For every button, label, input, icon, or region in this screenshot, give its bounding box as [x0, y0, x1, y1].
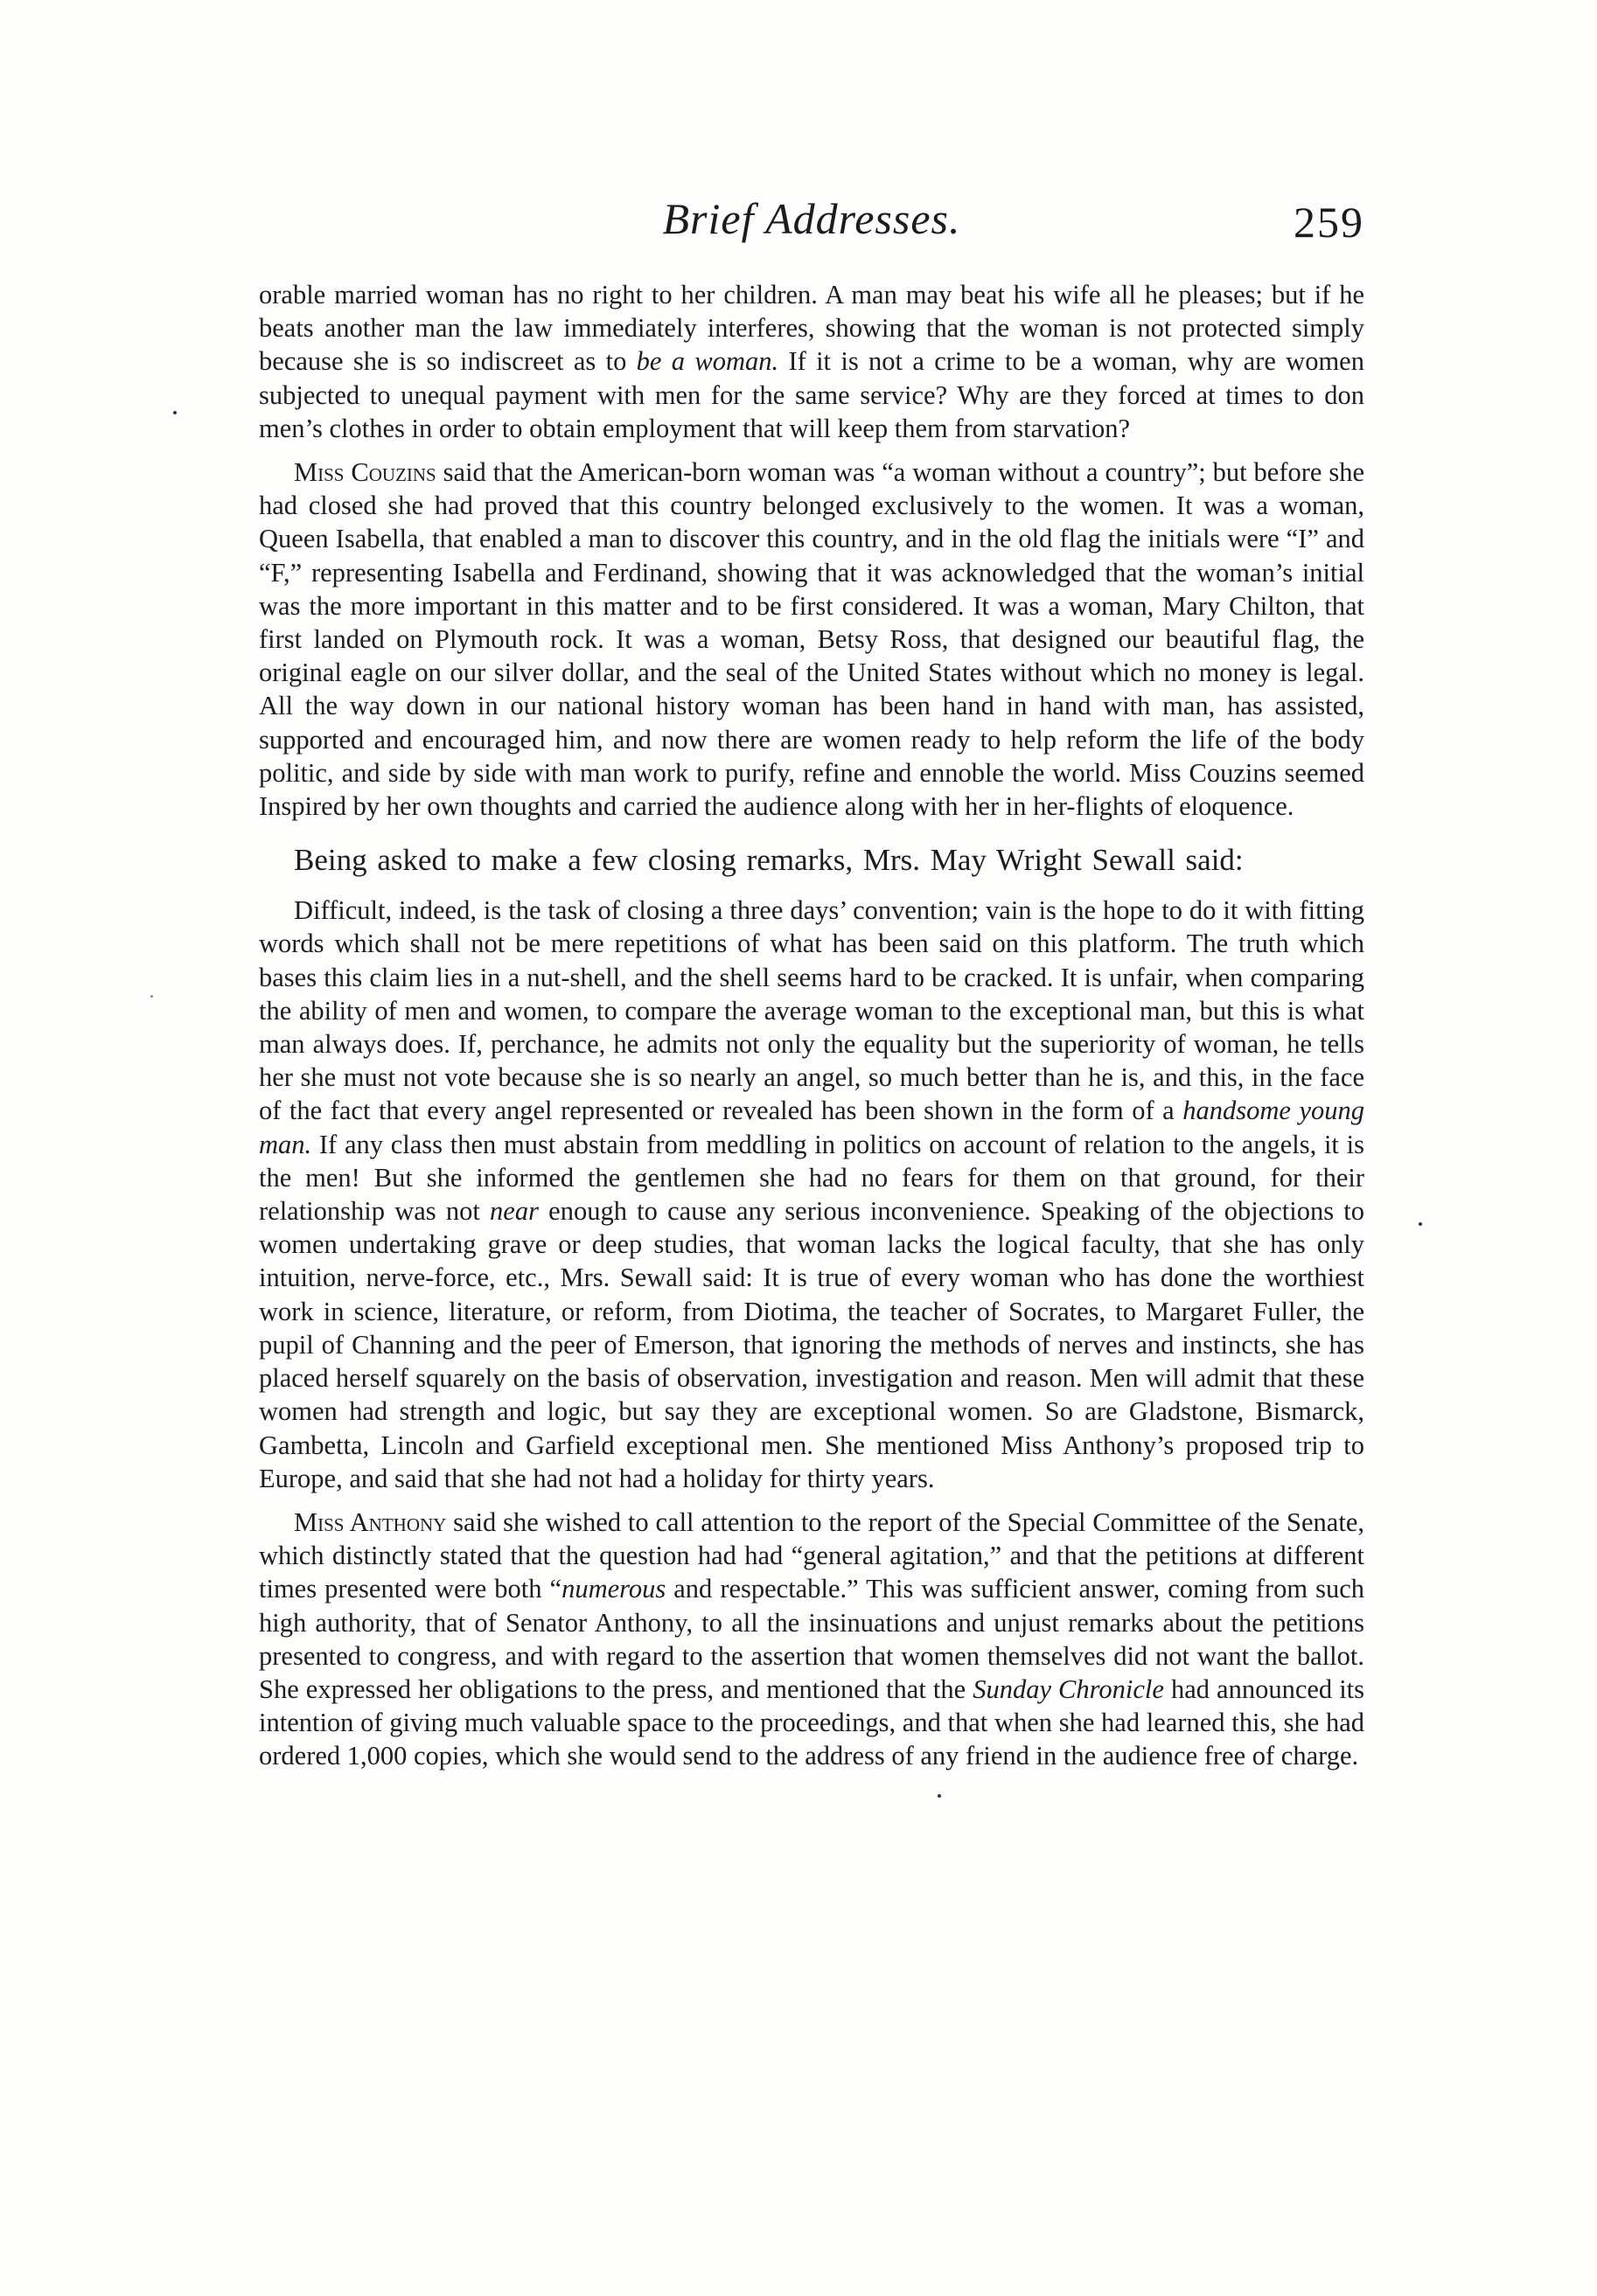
- emphasis-text: Sunday Chronicle: [973, 1673, 1164, 1704]
- body-text: [259, 278, 1364, 1773]
- paragraph-anthony: [259, 1506, 1364, 1773]
- emphasis-text: near: [490, 1196, 539, 1227]
- paragraph-text: Difficult, indeed, is the task of closing a three days’ convention; vain is the hope to do it with fitting words which shall not be mere repetitions of what has been said on this platform. The truth which bases this claim lies in a nut-shell, and the shell seems hard to be cracked. It is unfair, when comparing the ability of men and women, to compare the average woman to the exceptional man, but this is what man always does. If, perchance, he admits not only the equality but the superiority of woman, he tells her she must not vote because she is so nearly an angel, so much better than he is, and this, in the face of the fact that every angel represented or revealed has been shown in the form of a: [259, 895, 1364, 1126]
- emphasis-text: handsome young man.: [259, 1096, 1364, 1159]
- speaker-name: Miss Couzins: [294, 457, 436, 488]
- scan-speck: [150, 995, 153, 998]
- paragraph-text: If any class then must abstain from meddling in politics on account of relation to the angels, it is the men! But she informed the gentlemen she had no fears for them on that ground, for their relationship was not: [259, 1129, 1364, 1227]
- scan-speck: [938, 1794, 941, 1798]
- emphasis-text: be a woman.: [636, 346, 779, 377]
- page-number: 259: [1294, 198, 1364, 247]
- paragraph-sewall: [259, 894, 1364, 1495]
- speaker-name: Miss Anthony: [294, 1506, 447, 1537]
- paragraph-text: and respectable.” This was sufficient answer, coming from such high authority, that of Senator Anthony, to all the insinuations and unjust remarks about the petitions presented to congress, and with regard to the assertion that women themselves did not want the ballot. She expressed her obligations to the press, and mentioned that the: [259, 1574, 1364, 1704]
- running-title: Brief Addresses.: [662, 194, 961, 243]
- paragraph-couzins: [259, 456, 1364, 823]
- lead-paragraph: Being asked to make a few closing remarks, Mrs. May Wright Sewall said:: [294, 843, 1244, 878]
- paragraph-text: said she wished to call attention to the report of the Special Committee of the Senate, which distinctly stated that the question had had “general agitation,” and that the petitions at different times presented were both “: [259, 1506, 1364, 1604]
- paragraph-text: orable married woman has no right to her children. A man may beat his wife all he pleases; but if he beats another man the law immediately interferes, showing that the woman is not protected simply because she is so indiscreet as to: [259, 280, 1364, 377]
- paragraph-text: If it is not a crime to be a woman, why are women subjected to unequal payment with men for the same service? Why are they forced at times to don men’s clothes in order to obtain employment that will keep them from starvation?: [259, 346, 1364, 443]
- scan-speck: [173, 411, 177, 414]
- page-header: [259, 188, 1364, 258]
- paragraph-text: had announced its intention of giving much valuable space to the proceedings, and that when she had learned this, she had ordered 1,000 copies, which she would send to the address of any friend in the audience free of charge.: [259, 1673, 1365, 1771]
- paragraph-text: enough to cause any serious inconvenience. Speaking of the objections to women undertaking grave or deep studies, that woman lacks the logical faculty, that she has only intuition, nerve-force, etc., Mrs. Sewall said: It is true of every woman who has done the worthiest work in science, literature, or reform, from Diotima, the teacher of Socrates, to Margaret Fuller, the pupil of Channing and the peer of Emerson, that ignoring the methods of nerves and instincts, she has placed herself squarely on the basis of observation, investigation and reason. Men will admit that these women had strength and logic, but say they are exceptional women. So are Gladstone, Bismarck, Gambetta, Lincoln and Garfield exceptional men. She mentioned Miss Anthony’s proposed trip to Europe, and said that she had not had a holiday for thirty years.: [259, 1196, 1365, 1493]
- emphasis-text: numerous: [561, 1574, 666, 1604]
- paragraph-text: said that the American-born woman was “a woman without a country”; but before she had closed she had proved that this country belonged exclusively to the women. It was a woman, Queen Isabella, that enabled a man to discover this country, and in the old flag the initials were “I” and “F,” representing Isabella and Ferdinand, showing that it was acknowledged that the woman’s initial was the more important in this matter and to be first considered. It was a woman, Mary Chilton, that first landed on Plymouth rock. It was a woman, Betsy Ross, that designed our beautiful flag, the original eagle on our silver dollar, and the seal of the United States without which no money is legal. All the way down in our national history woman has been hand in hand with man, has assisted, supported and encouraged him, and now there are women ready to help reform the life of the body politic, and side by side with man work to purify, refine and ennoble the world. Miss Couzins seemed Inspired by her own thoughts and carried the audience along with her in her-flights of eloquence.: [259, 457, 1365, 822]
- scan-speck: [1419, 1222, 1422, 1226]
- paragraph-continuation: [259, 278, 1364, 445]
